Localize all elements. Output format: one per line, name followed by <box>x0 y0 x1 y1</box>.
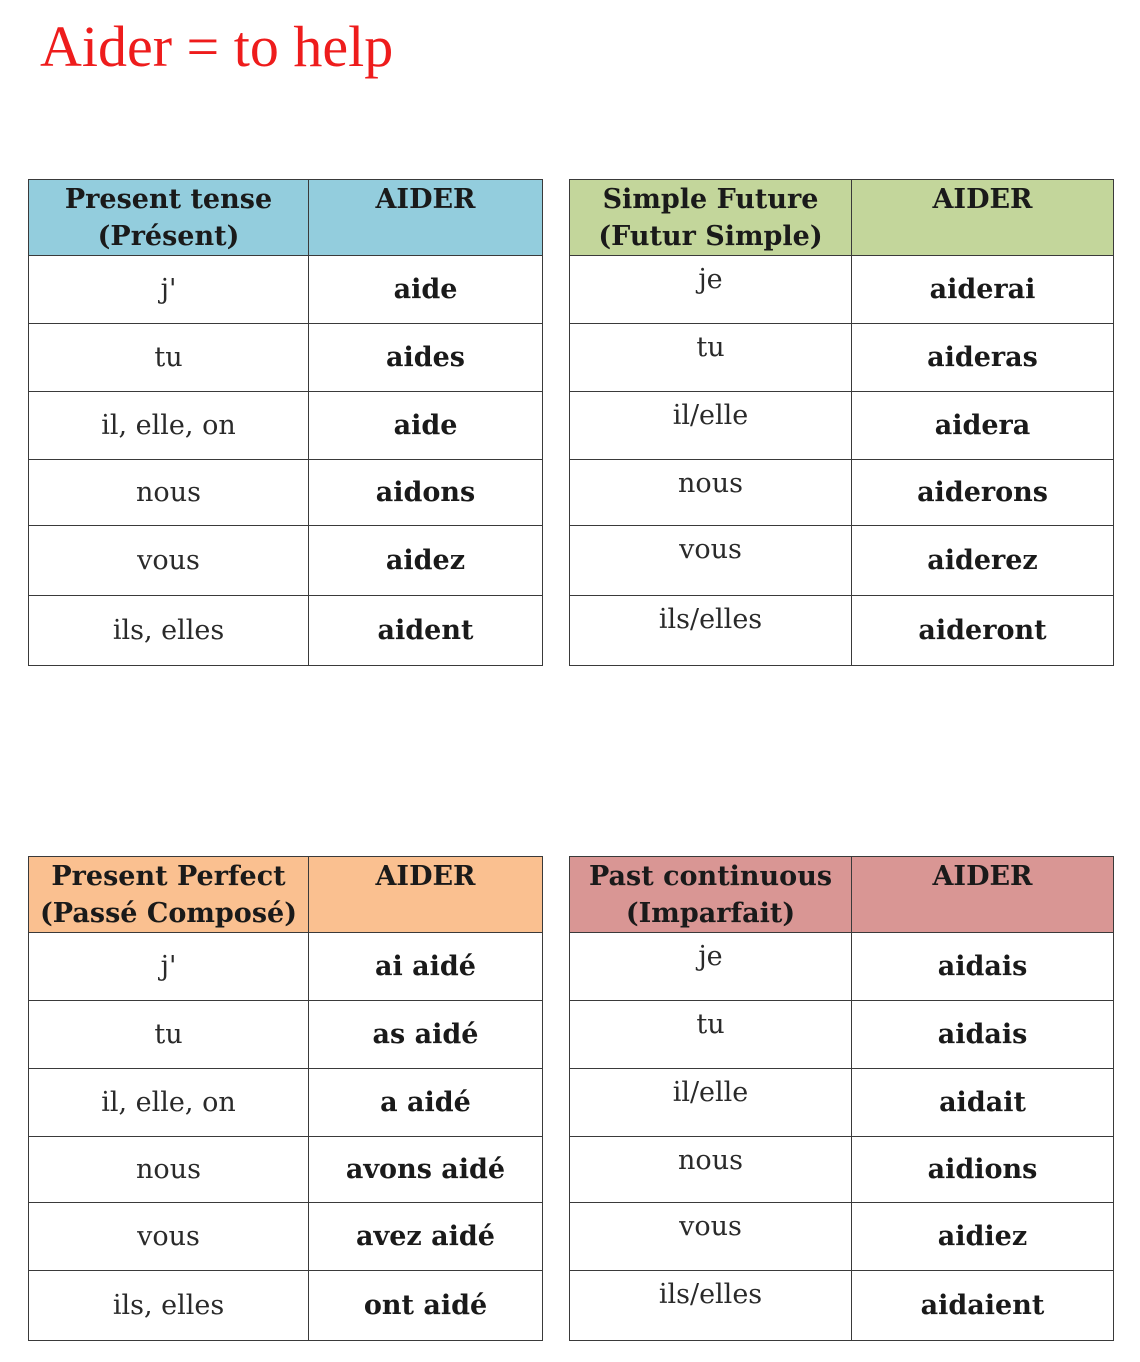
table-row <box>29 324 543 392</box>
table-row <box>29 256 543 324</box>
verb-form-cell: avons aidé <box>309 1137 543 1203</box>
verb-header: AIDER <box>852 180 1114 256</box>
tense-header: Simple Future (Futur Simple) <box>570 180 852 256</box>
pronoun-cell: ils, elles <box>29 596 309 666</box>
pronoun-cell: tu <box>570 324 852 392</box>
pronoun-cell: je <box>570 256 852 324</box>
pronoun-cell: il, elle, on <box>29 392 309 460</box>
pronoun-cell: tu <box>570 1001 852 1069</box>
pronoun-cell: vous <box>29 1203 309 1271</box>
table-row <box>570 1069 1114 1137</box>
verb-form-cell: aidions <box>852 1137 1114 1203</box>
page-title: Aider = to help <box>40 14 394 79</box>
table-row <box>570 1203 1114 1271</box>
verb-form-cell: aidais <box>852 1001 1114 1069</box>
pronoun-cell: vous <box>570 1203 852 1271</box>
table-row <box>29 1137 543 1203</box>
pronoun-cell: vous <box>29 526 309 596</box>
verb-form-cell: aidera <box>852 392 1114 460</box>
pronoun-cell: ils, elles <box>29 1271 309 1341</box>
table-row <box>570 392 1114 460</box>
table-row <box>29 596 543 666</box>
verb-form-cell: avez aidé <box>309 1203 543 1271</box>
table-row <box>29 392 543 460</box>
tense-header: Past continuous (Imparfait) <box>570 857 852 933</box>
pronoun-cell: vous <box>570 526 852 596</box>
present-tense-table <box>28 179 543 666</box>
verb-form-cell: ai aidé <box>309 933 543 1001</box>
table-header-row <box>29 857 543 933</box>
verb-form-cell: aideras <box>852 324 1114 392</box>
pronoun-cell: nous <box>570 1137 852 1203</box>
table-row <box>570 1271 1114 1341</box>
tense-header: Present tense (Présent) <box>29 180 309 256</box>
pronoun-cell: nous <box>570 460 852 526</box>
verb-form-cell: aidiez <box>852 1203 1114 1271</box>
table-row <box>570 596 1114 666</box>
table-row <box>570 460 1114 526</box>
verb-form-cell: aidez <box>309 526 543 596</box>
pronoun-cell: il/elle <box>570 1069 852 1137</box>
table-header-row <box>570 180 1114 256</box>
verb-form-cell: aides <box>309 324 543 392</box>
table-row <box>570 256 1114 324</box>
simple-future-table <box>569 179 1114 666</box>
verb-form-cell: aidais <box>852 933 1114 1001</box>
table-header-row <box>570 857 1114 933</box>
table-row <box>570 1001 1114 1069</box>
verb-header: AIDER <box>852 857 1114 933</box>
table-row <box>29 526 543 596</box>
verb-form-cell: ont aidé <box>309 1271 543 1341</box>
imparfait-table <box>569 856 1114 1341</box>
pronoun-cell: ils/elles <box>570 1271 852 1341</box>
table-header-row <box>29 180 543 256</box>
table-row <box>570 526 1114 596</box>
tense-header: Present Perfect (Passé Composé) <box>29 857 309 933</box>
table-row <box>29 1271 543 1341</box>
pronoun-cell: nous <box>29 460 309 526</box>
verb-form-cell: aideront <box>852 596 1114 666</box>
verb-form-cell: as aidé <box>309 1001 543 1069</box>
pronoun-cell: il, elle, on <box>29 1069 309 1137</box>
verb-form-cell: aidaient <box>852 1271 1114 1341</box>
verb-form-cell: aident <box>309 596 543 666</box>
table-row <box>29 933 543 1001</box>
pronoun-cell: tu <box>29 324 309 392</box>
verb-header: AIDER <box>309 180 543 256</box>
verb-form-cell: a aidé <box>309 1069 543 1137</box>
table-row <box>29 460 543 526</box>
verb-form-cell: aiderons <box>852 460 1114 526</box>
pronoun-cell: ils/elles <box>570 596 852 666</box>
verb-form-cell: aiderai <box>852 256 1114 324</box>
table-row <box>570 324 1114 392</box>
verb-form-cell: aiderez <box>852 526 1114 596</box>
verb-form-cell: aidait <box>852 1069 1114 1137</box>
table-row <box>29 1069 543 1137</box>
pronoun-cell: il/elle <box>570 392 852 460</box>
pronoun-cell: j' <box>29 256 309 324</box>
pronoun-cell: nous <box>29 1137 309 1203</box>
pronoun-cell: j' <box>29 933 309 1001</box>
verb-form-cell: aide <box>309 392 543 460</box>
table-row <box>570 933 1114 1001</box>
table-row <box>29 1001 543 1069</box>
pronoun-cell: tu <box>29 1001 309 1069</box>
table-row <box>570 1137 1114 1203</box>
verb-form-cell: aide <box>309 256 543 324</box>
present-perfect-table <box>28 856 543 1341</box>
table-row <box>29 1203 543 1271</box>
verb-header: AIDER <box>309 857 543 933</box>
pronoun-cell: je <box>570 933 852 1001</box>
verb-form-cell: aidons <box>309 460 543 526</box>
